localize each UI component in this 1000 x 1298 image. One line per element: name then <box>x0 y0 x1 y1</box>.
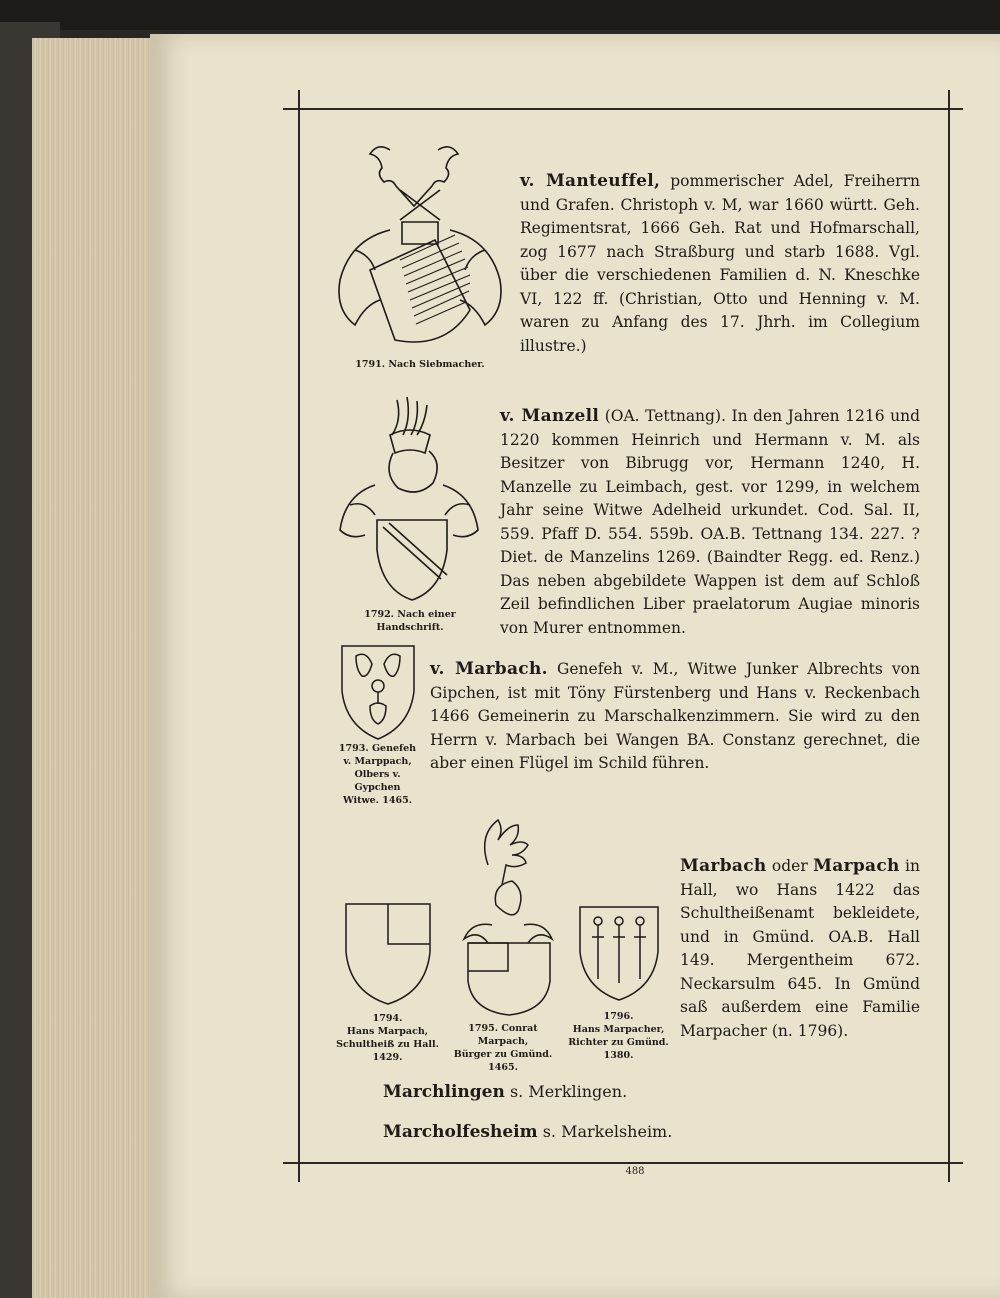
shield-1794 <box>344 902 432 1006</box>
caption-1796-line-4: 1380. <box>603 1050 634 1061</box>
headword-joiner: oder <box>771 857 808 875</box>
caption-1796-line-3: Richter zu Gmünd. <box>568 1037 669 1048</box>
cross-ref-marchlingen-headword: Marchlingen <box>383 1082 505 1102</box>
caption-1794-line-4: 1429. <box>372 1052 403 1063</box>
headword-marbach: v. Marbach. <box>430 659 548 679</box>
cross-ref-marchlingen <box>383 1082 627 1102</box>
cross-ref-marcholfesheim <box>383 1122 672 1142</box>
caption-1793-line-2: v. Marppach, <box>343 756 412 767</box>
scan-background <box>0 0 1000 30</box>
entry-manzell-text: (OA. Tettnang). In den Jahren 1216 und 1220 kommen Heinrich und Hermann v. M. als Besitzer von Bibrugg vor, Hermann 1240, H. Manzelle zu Leimbach, gest. vor 1299, in welchem Jahr seine Witwe Adelheid urkundet. Cod. Sal. II, 559. Pfaff D. 554. 559b. OA.B. Tettnang 134. 227. ? Diet. de Manzelins 1269. (Baindter Regg. ed. Renz.) Das neben abgebildete Wappen ist dem auf Schloß Zeil befindlichen Liber praelatorum Augiae minoris von Murer entnommen. <box>500 407 920 637</box>
frame-bottom-rule <box>283 1162 963 1164</box>
figure-caption-1793 <box>330 742 425 807</box>
figure-caption-1795 <box>443 1022 563 1074</box>
headword-marpach: Marpach <box>813 856 900 876</box>
marbach-shield-1793 <box>338 642 418 742</box>
frame-right-rule <box>948 90 950 1182</box>
headword-marbach-hall: Marbach <box>680 856 767 876</box>
page-number: 488 <box>625 1166 645 1177</box>
entry-marbach-text: Genefeh v. M., Witwe Junker Albrechts von Gipchen, ist mit Töny Fürstenberg und Hans v. Reckenbach 1466 Gemeinerin zu Marschalkenzimmern. Sie wird zu den Herrn v. Marbach bei Wangen BA. Constanz gerechnet, die aber einen Flügel im Schild führen. <box>430 660 920 772</box>
caption-1794-line-2: Hans Marpach, <box>346 1026 429 1037</box>
manteuffel-crest-image <box>330 130 510 355</box>
frame-top-rule <box>283 108 963 110</box>
figure-caption-1796 <box>566 1010 671 1062</box>
entry-marbach <box>430 658 920 776</box>
caption-1795-line-3: 1465. <box>488 1062 518 1073</box>
headword-manteuffel: v. Manteuffel, <box>520 171 661 191</box>
cross-ref-marcholfesheim-headword: Marcholfesheim <box>383 1122 538 1142</box>
caption-1794-line-3: Schultheiß zu Hall. <box>336 1039 439 1050</box>
figure-caption-1791: 1791. Nach Siebmacher. <box>355 359 485 370</box>
caption-1796-line-2: Hans Marpacher, <box>572 1024 665 1035</box>
figure-caption-1792: 1792. Nach einer Handschrift. <box>364 609 456 633</box>
figure-caption-1794 <box>335 1012 440 1064</box>
caption-1793-line-4: Witwe. 1465. <box>342 795 413 806</box>
entry-marbach-marpach <box>680 855 920 1043</box>
caption-1795-line-1: 1795. Conrat Marpach, <box>468 1023 538 1047</box>
caption-1794-line-1: 1794. <box>372 1013 403 1024</box>
entry-manteuffel <box>520 170 920 358</box>
frame-left-rule <box>298 90 300 1182</box>
entry-manteuffel-text: pommerischer Adel, Freiherrn und Grafen. Christoph v. M, war 1660 württ. Geh. Regimentsrat, 1666 Geh. Rat und Hofmarschall, zog 1677 nach Straßburg und starb 1688. Vgl. über die verschiedenen Familien d. N. Kneschke VI, 122 ff. (Christian, Otto und Henning v. M. waren zu Anfang des 17. Jhrh. im Collegium illustre.) <box>520 172 920 355</box>
entry-marbach-marpach-text: in Hall, wo Hans 1422 das Schultheißenamt bekleidete, und in Gmünd. OA.B. Hall 149. Mergentheim 672. Neckarsulm 645. In Gmünd saß außerdem eine Familie Marpacher (n. 1796). <box>680 857 920 1040</box>
caption-1796-line-1: 1796. <box>603 1011 634 1022</box>
cross-ref-marchlingen-text: s. Merklingen. <box>509 1082 628 1101</box>
shield-1796 <box>578 905 660 1003</box>
headword-manzell: v. Manzell <box>500 406 600 426</box>
caption-1793-line-3: Olbers v. Gypchen <box>354 769 401 793</box>
caption-1795-line-2: Bürger zu Gmünd. <box>453 1049 553 1060</box>
cross-ref-marcholfesheim-text: s. Markelsheim. <box>542 1122 673 1141</box>
entry-manzell <box>500 405 920 640</box>
manzell-crest-image <box>335 395 485 610</box>
crest-1795 <box>458 815 558 1017</box>
caption-1793-line-1: 1793. Genefeh <box>338 743 417 754</box>
